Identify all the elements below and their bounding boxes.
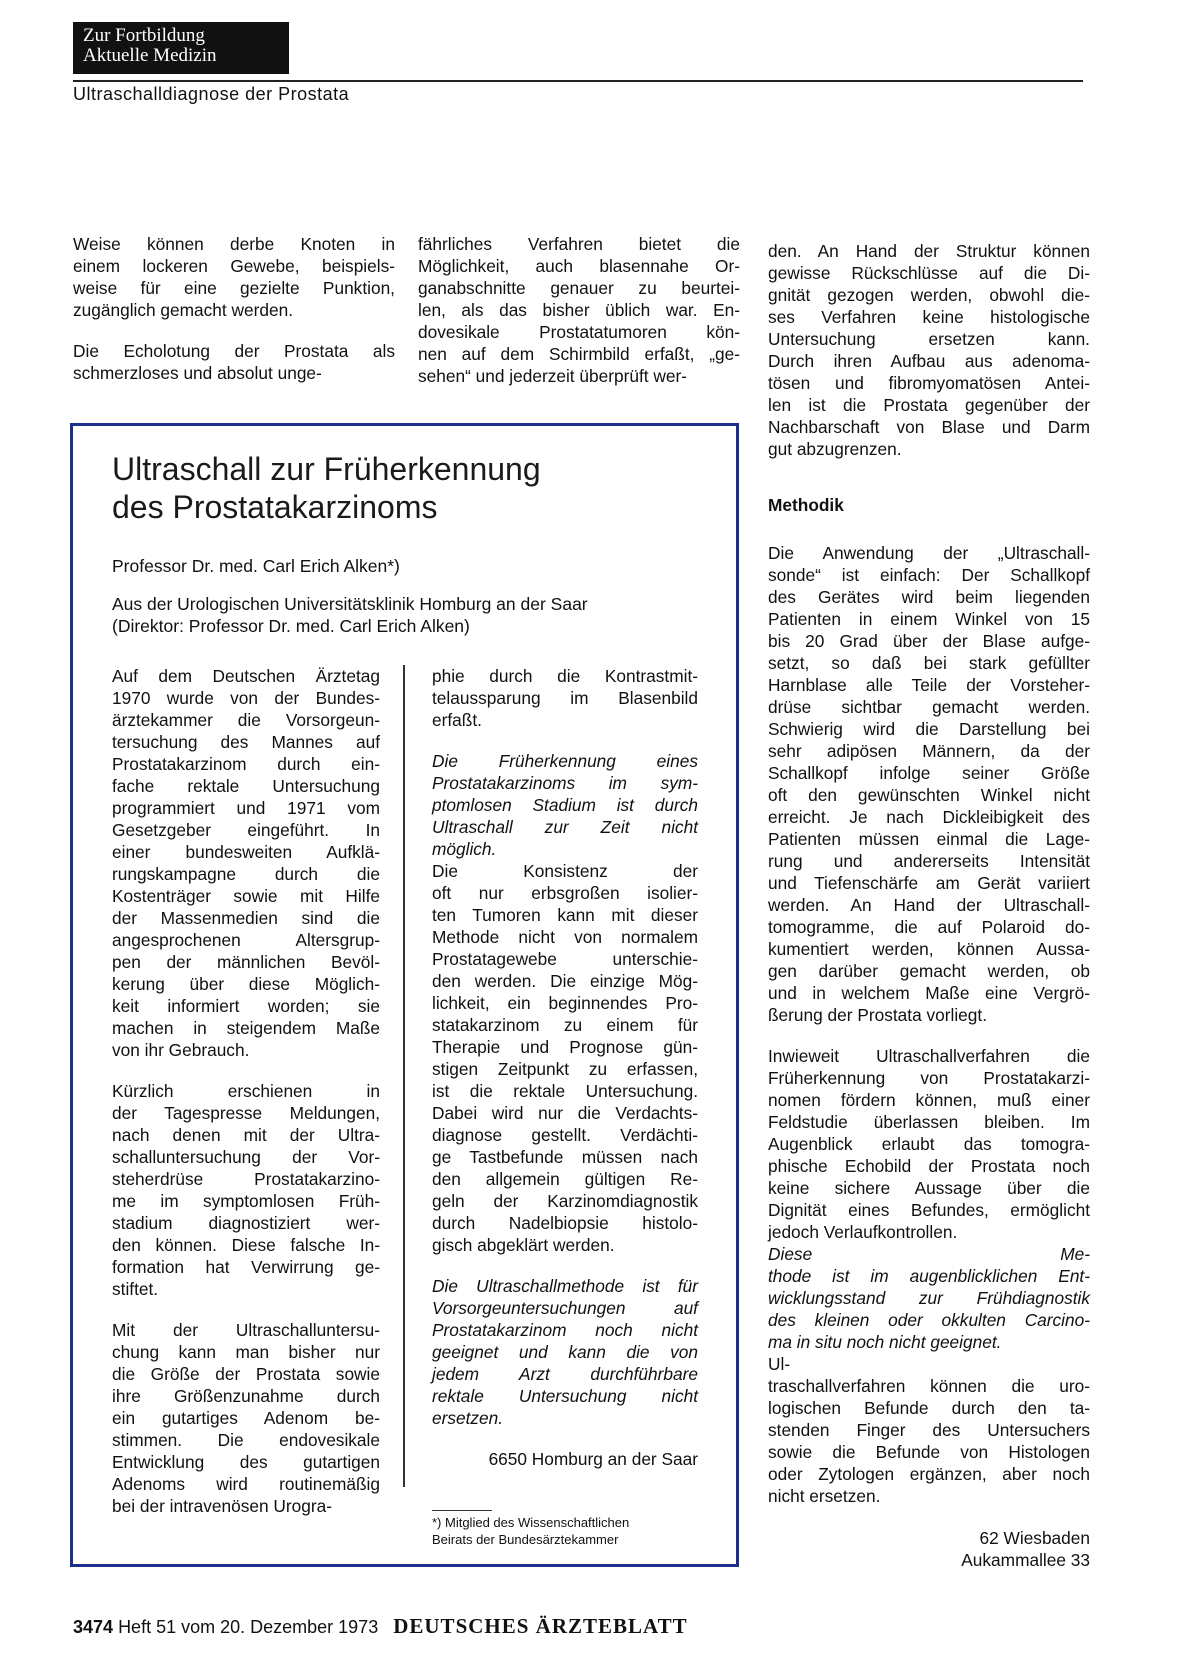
text-line: Gesetzgeber eingeführt. In <box>112 820 380 840</box>
text-line: rungskampagne durch die <box>112 864 380 884</box>
text-line: gewisse Rückschlüsse auf die Di- <box>768 263 1090 283</box>
paragraph <box>112 1319 380 1517</box>
text-line: oder Zytologen ergänzen, aber noch <box>768 1464 1090 1484</box>
text-line: ganabschnitte genauer zu beurtei- <box>418 278 740 298</box>
page-number: 3474 <box>73 1617 114 1637</box>
affiliation-line-1: Aus der Urologischen Universitätsklinik Homburg an der Saar <box>112 594 588 614</box>
text-line: Früherkennung von Prostatakarzi- <box>768 1068 1090 1088</box>
text-line: ten Tumoren kann mit dieser <box>432 905 698 925</box>
paragraph <box>112 1080 380 1300</box>
footnote-line-2: Beirats der Bundesärztekammer <box>432 1532 619 1547</box>
text-line: Möglichkeit, auch blasennahe Or- <box>418 256 740 276</box>
text-line: formation hat Verwirrung ge- <box>112 1257 380 1277</box>
italic-statement <box>768 1243 1090 1353</box>
text-line: gut abzugrenzen. <box>768 439 902 459</box>
text-line: Prostatakarzinom durch ein- <box>112 754 380 774</box>
text-line: statakarzinom zu einem für <box>432 1015 698 1035</box>
text-line: bei der intravenösen Urogra- <box>112 1496 332 1516</box>
text-line: nicht ersetzen. <box>768 1486 881 1506</box>
text-line: phie durch die Kontrastmit- <box>432 666 698 686</box>
text-line: fache rektale Untersuchung <box>112 776 380 796</box>
text-line: Augenblick erlaubt das tomogra- <box>768 1134 1090 1154</box>
text-line: Prostatagewebe unterschie- <box>432 949 698 969</box>
text-line: wicklungsstand zur Frühdiagnostik <box>768 1288 1090 1308</box>
text-line: ses Verfahren keine histologische <box>768 307 1090 327</box>
text-line: ge Tastbefunde müssen nach <box>432 1147 698 1167</box>
text-line: Prostatakarzinom noch nicht <box>432 1320 698 1340</box>
text-line: des kleinen oder okkulten Carcino- <box>768 1310 1090 1330</box>
text-line: Adenoms wird routinemäßig <box>112 1474 380 1494</box>
text-line: 1970 wurde von der Bundes- <box>112 688 380 708</box>
text-line: stimmen. Die endovesikale <box>112 1430 380 1450</box>
text-line: schalluntersuchung der Vor- <box>112 1147 380 1167</box>
text-line: drüse sichtbar gemacht werden. <box>768 697 1090 717</box>
text-line: den können. Diese falsche In- <box>112 1235 380 1255</box>
italic-conclusion <box>432 1275 698 1429</box>
text-line: des Gerätes wird beim liegenden <box>768 587 1090 607</box>
text-line: Die Konsistenz der <box>432 861 698 881</box>
text-line: und Tiefenschärfe am Gerät variiert <box>768 873 1090 893</box>
text-line: Therapie und Prognose gün- <box>432 1037 698 1057</box>
text-line: Entwicklung des gutartigen <box>112 1452 380 1472</box>
text-line: einer bundesweiten Aufklä- <box>112 842 380 862</box>
text-line: sowie die Befunde von Histologen <box>768 1442 1090 1462</box>
address-line-1: 62 Wiesbaden <box>979 1528 1090 1548</box>
footnote <box>432 1514 700 1548</box>
text-line: ptomlosen Stadium ist durch <box>432 795 698 815</box>
paragraph <box>768 1045 1090 1507</box>
text-line: Diese Me- <box>768 1244 1090 1264</box>
text-line: chung kann man bisher nur <box>112 1342 380 1362</box>
text-line: sonde“ ist einfach: Der Schallkopf <box>768 565 1090 585</box>
text-line: Untersuchung ersetzen kann. <box>768 329 1090 349</box>
text-line: traschallverfahren können die uro- <box>768 1376 1090 1396</box>
text-line: Patienten in einem Winkel von 15 <box>768 609 1090 629</box>
text-line: geeignet und kann die von <box>432 1342 698 1362</box>
text-line: Methode nicht von normalem <box>432 927 698 947</box>
text-line: setzt, so daß bei stark gefüllter <box>768 653 1090 673</box>
text-line: Harnblase alle Teile der Vorsteher- <box>768 675 1090 695</box>
text-line: stadium diagnostiziert wer- <box>112 1213 380 1233</box>
text-line: pen der männlichen Bevöl- <box>112 952 380 972</box>
text-line: ßerung der Prostata vorliegt. <box>768 1005 988 1025</box>
text-line: bis 20 Grad über der Blase aufge- <box>768 631 1090 651</box>
affiliation-line-2: (Direktor: Professor Dr. med. Carl Erich Alken) <box>112 616 470 636</box>
issue-info: Heft 51 vom 20. Dezember 1973 <box>118 1617 379 1637</box>
text-line: oft nur erbsgroßen isolier- <box>432 883 698 903</box>
text-line: Prostatakarzinoms im sym- <box>432 773 698 793</box>
column-divider <box>403 665 405 1487</box>
text-line: ärztekammer die Vorsorgeun- <box>112 710 380 730</box>
text-line: den. An Hand der Struktur können <box>768 241 1090 261</box>
text-line: Mit der Ultraschalluntersu- <box>112 1320 380 1340</box>
text-line: sehr adipösen Männern, da der <box>768 741 1090 761</box>
text-line: Patienten müssen einmal die Lage- <box>768 829 1090 849</box>
text-line: die Größe der Prostata sowie <box>112 1364 380 1384</box>
text-line: und in welchem Maße eine Vergrö- <box>768 983 1090 1003</box>
page-footer <box>73 1614 688 1639</box>
header-rule <box>73 80 1083 82</box>
text-line: rung und andererseits Intensität <box>768 851 1090 871</box>
text-line: sehen“ und jederzeit überprüft wer- <box>418 366 687 386</box>
text-line: dovesikale Prostatatumoren kön- <box>418 322 740 342</box>
text-line: telaussparung im Blasenbild <box>432 688 698 708</box>
text-line: nach denen mit der Ultra- <box>112 1125 380 1145</box>
text-line: lichkeit, ein beginnendes Pro- <box>432 993 698 1013</box>
text-line: stiftet. <box>112 1279 159 1299</box>
subheading: Methodik <box>768 495 844 515</box>
text-line: len ist die Prostata gegenüber der <box>768 395 1090 415</box>
author-location: 6650 Homburg an der Saar <box>488 1449 698 1469</box>
paragraph <box>432 665 698 731</box>
badge-line-2: Aktuelle Medizin <box>83 45 217 66</box>
article-title-line-1: Ultraschall zur Früherkennung <box>112 451 541 487</box>
paragraph <box>73 340 395 384</box>
text-line: zugänglich gemacht werden. <box>73 300 293 320</box>
text-line: gisch abgeklärt werden. <box>432 1235 615 1255</box>
text-line: programmiert und 1971 vom <box>112 798 380 818</box>
text-line: tösen und fibromyomatösen Antei- <box>768 373 1090 393</box>
text-line: den allgemein gültigen Re- <box>432 1169 698 1189</box>
text-line: schmerzloses und absolut unge- <box>73 363 322 383</box>
paragraph <box>418 233 740 387</box>
text-line: den werden. Die einzige Mög- <box>432 971 698 991</box>
author-address <box>768 1527 1090 1571</box>
text-line: keine sichere Aussage über die <box>768 1178 1090 1198</box>
top-left-column <box>73 233 395 403</box>
section-title: Ultraschalldiagnose der Prostata <box>73 84 350 104</box>
text-line: Kostenträger sowie mit Hilfe <box>112 886 380 906</box>
text-line: rektale Untersuchung nicht <box>432 1386 698 1406</box>
paragraph <box>112 665 380 1061</box>
text-line: steherdrüse Prostatakarzino- <box>112 1169 380 1189</box>
badge-line-1: Zur Fortbildung <box>83 25 205 46</box>
top-middle-column <box>418 233 740 406</box>
text-line: Die Anwendung der „Ultraschall- <box>768 543 1090 563</box>
text-line: jedoch Verlaufkontrollen. <box>768 1222 958 1242</box>
paragraph <box>768 542 1090 1026</box>
text-line: stigen Zeitpunkt zu erfassen, <box>432 1059 698 1079</box>
text-line: geln der Karzinomdiagnostik <box>432 1191 698 1211</box>
text-line: phische Echobild der Prostata noch <box>768 1156 1090 1176</box>
text-line: me im symptomlosen Früh- <box>112 1191 380 1211</box>
text-line: weise für eine gezielte Punktion, <box>73 278 395 298</box>
text-line: Inwieweit Ultraschallverfahren die <box>768 1046 1090 1066</box>
affiliation <box>112 593 588 637</box>
section-badge <box>73 22 289 74</box>
text-line: Schallkopf infolge seiner Größe <box>768 763 1090 783</box>
text-line: fährliches Verfahren bietet die <box>418 234 740 254</box>
footnote-line-1: *) Mitglied des Wissenschaftlichen <box>432 1515 630 1530</box>
text-line: Ul- <box>768 1354 791 1374</box>
text-line: der Massenmedien sind die <box>112 908 380 928</box>
text-line: werden. An Hand der Ultraschall- <box>768 895 1090 915</box>
text-line: ma in situ noch nicht geeignet. <box>768 1332 1002 1352</box>
text-line: Nachbarschaft von Blase und Darm <box>768 417 1090 437</box>
text-line: Dabei wird nur die Verdachts- <box>432 1103 698 1123</box>
text-line: Dignität eines Befundes, ermöglicht <box>768 1200 1090 1220</box>
paragraph <box>432 750 698 1256</box>
author: Professor Dr. med. Carl Erich Alken*) <box>112 556 400 576</box>
text-line: gen darüber gemacht werden, ob <box>768 961 1090 981</box>
right-column <box>768 240 1090 1571</box>
paragraph <box>768 240 1090 460</box>
text-line: len, als das bisher üblich war. En- <box>418 300 740 320</box>
text-line: Ultraschall zur Zeit nicht <box>432 817 698 837</box>
journal-name: DEUTSCHES ÄRZTEBLATT <box>393 1614 688 1638</box>
paragraph <box>73 233 395 321</box>
text-line: erreicht. Je nach Dickleibigkeit des <box>768 807 1090 827</box>
box-left-column <box>112 665 380 1536</box>
text-line: ersetzen. <box>432 1408 504 1428</box>
text-line: der Tagespresse Meldungen, <box>112 1103 380 1123</box>
italic-statement <box>432 750 698 860</box>
text-line: jedem Arzt durchführbare <box>432 1364 698 1384</box>
text-line: nen auf dem Schirmbild erfaßt, „ge- <box>418 344 740 364</box>
text-line: logischen Befunde durch den ta- <box>768 1398 1090 1418</box>
text-line: Vorsorgeuntersuchungen auf <box>432 1298 698 1318</box>
paragraph-continuation <box>432 860 698 1256</box>
text-line: ihre Größenzunahme durch <box>112 1386 380 1406</box>
text-line: keit informiert worden; sie <box>112 996 380 1016</box>
text-line: ein gutartiges Adenom be- <box>112 1408 380 1428</box>
text-line: Durch ihren Aufbau aus adenoma- <box>768 351 1090 371</box>
text-line: durch Nadelbiopsie histolo- <box>432 1213 698 1233</box>
text-line: Auf dem Deutschen Ärztetag <box>112 666 380 686</box>
text-line: diagnose gestellt. Verdächti- <box>432 1125 698 1145</box>
text-line: tomogramme, die auf Polaroid do- <box>768 917 1090 937</box>
box-right-column <box>432 665 698 1470</box>
text-line: kumentiert werden, können Aussa- <box>768 939 1090 959</box>
text-line: Die Ultraschallmethode ist für <box>432 1276 698 1296</box>
paragraph-continuation <box>768 1353 1090 1507</box>
text-line: Schwierig wird die Darstellung bei <box>768 719 1090 739</box>
footnote-rule <box>432 1510 492 1511</box>
text-line: stenden Finger des Untersuchers <box>768 1420 1090 1440</box>
text-line: Feldstudie überlassen bleiben. Im <box>768 1112 1090 1132</box>
text-line: nomen fördern können, muß einer <box>768 1090 1090 1110</box>
text-line: von ihr Gebrauch. <box>112 1040 250 1060</box>
address-line-2: Aukammallee 33 <box>961 1550 1090 1570</box>
text-line: kerung über diese Möglich- <box>112 974 380 994</box>
paragraph-start <box>768 1045 1090 1243</box>
text-line: Weise können derbe Knoten in <box>73 234 395 254</box>
text-line: möglich. <box>432 839 497 859</box>
text-line: Kürzlich erschienen in <box>112 1081 380 1101</box>
text-line: tersuchung des Mannes auf <box>112 732 380 752</box>
text-line: Die Früherkennung eines <box>432 751 698 771</box>
text-line: erfaßt. <box>432 710 482 730</box>
article-title-line-2: des Prostatakarzinoms <box>112 489 438 525</box>
text-line: oft den gewünschten Winkel nicht <box>768 785 1090 805</box>
text-line: ist die rektale Untersuchung. <box>432 1081 698 1101</box>
text-line: machen in steigendem Maße <box>112 1018 380 1038</box>
text-line: Die Echolotung der Prostata als <box>73 341 395 361</box>
text-line: thode ist im augenblicklichen Ent- <box>768 1266 1090 1286</box>
text-line: angesprochenen Altersgrup- <box>112 930 380 950</box>
article-title <box>112 450 541 526</box>
text-line: einem lockeren Gewebe, beispiels- <box>73 256 395 276</box>
text-line: gnität gezogen werden, obwohl die- <box>768 285 1090 305</box>
